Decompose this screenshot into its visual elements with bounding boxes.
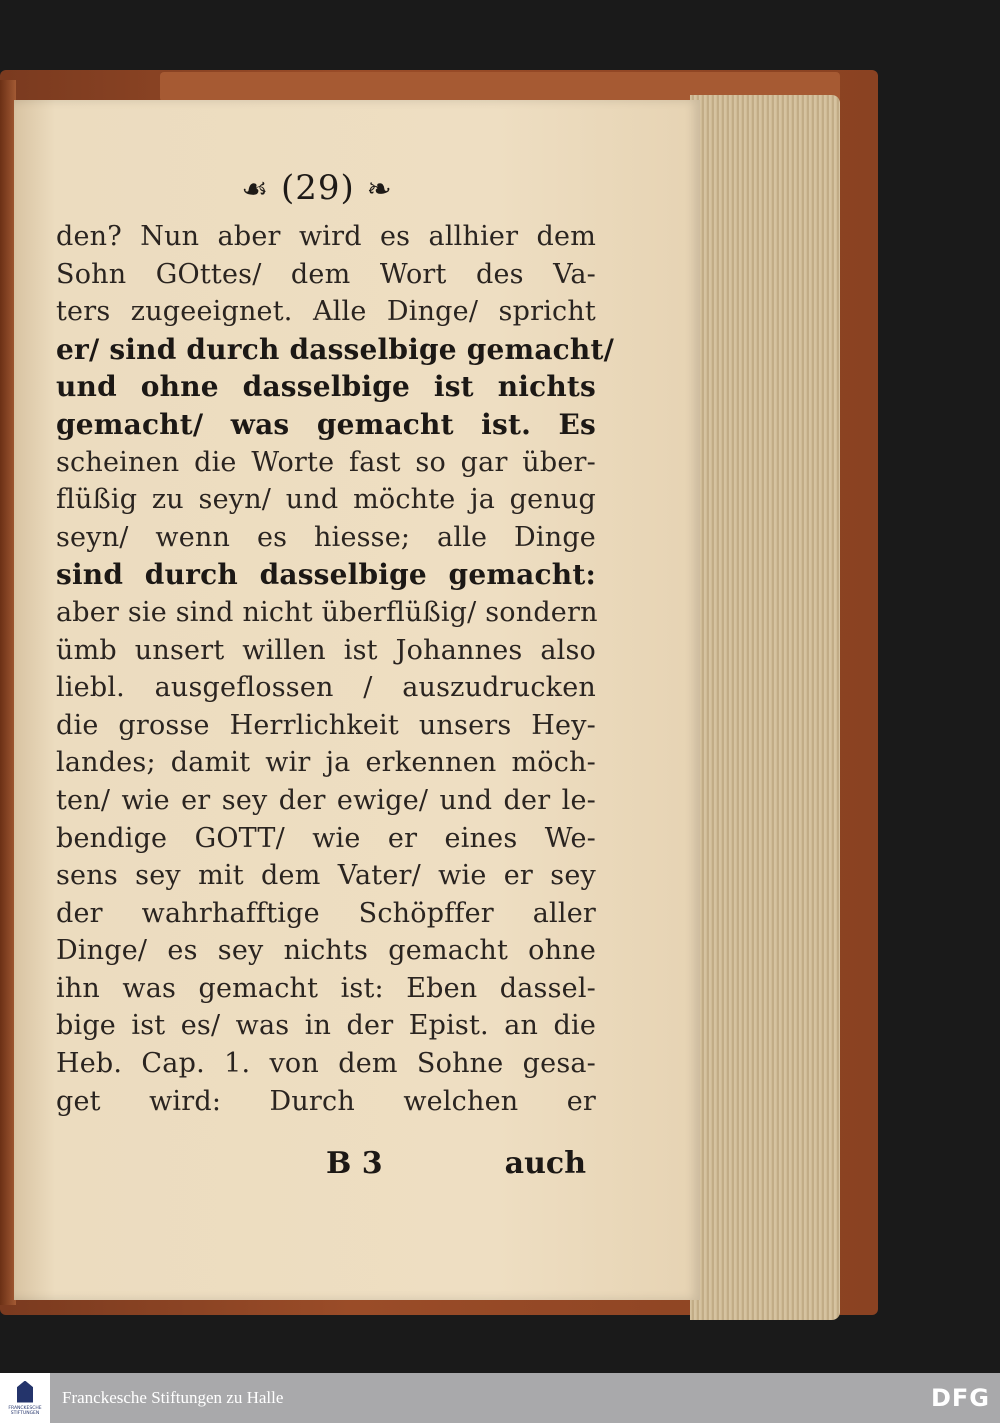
text-line: ihn was gemacht ist: Eben dassel- [56, 972, 596, 1004]
text-line: die grosse Herrlichkeit unsers Hey- [56, 709, 596, 741]
text-line: er/ sind durch dasselbige gemacht/ [56, 332, 615, 366]
text-line: bendige GOTT/ wie er eines We- [56, 822, 596, 854]
text-line: seyn/ wenn es hiesse; alle Dinge [56, 521, 596, 553]
text-line: gemacht/ was gemacht ist. Es [56, 407, 596, 441]
header-ornament-right: ❧ [366, 172, 393, 207]
text-line: und ohne dasselbige ist nichts [56, 370, 596, 404]
catchword: auch [504, 1146, 586, 1181]
institution-logo[interactable] [0, 1373, 50, 1423]
header-ornament-left: ☙ [241, 172, 270, 207]
text-line: Sohn GOttes/ dem Wort des Va- [56, 258, 596, 290]
text-line: ters zugeeignet. Alle Dinge/ spricht [56, 296, 596, 328]
page-footer [56, 1146, 596, 1186]
text-line: scheinen die Worte fast so gar über- [56, 446, 596, 478]
text-line: Dinge/ es sey nichts gemacht ohne [56, 935, 596, 967]
text-line: Heb. Cap. 1. von dem Sohne gesa- [56, 1048, 596, 1080]
page-header [0, 168, 660, 208]
building-icon [17, 1381, 33, 1403]
text-line: get wird: Durch welchen er [56, 1085, 596, 1117]
text-line: landes; damit wir ja erkennen möch- [56, 747, 596, 779]
signature-mark: B 3 [326, 1146, 383, 1181]
text-line: aber sie sind nicht überflüßig/ sondern [56, 596, 598, 628]
text-line: flüßig zu seyn/ und möchte ja genug [56, 484, 596, 516]
page-edges [690, 95, 840, 1320]
page-number: (29) [280, 168, 355, 208]
text-line: ten/ wie er sey der ewige/ und der le- [56, 784, 596, 816]
viewer-footer-bar [0, 1373, 1000, 1423]
text-line: liebl. ausgeflossen / auszudrucken [56, 672, 596, 704]
page-text [56, 218, 615, 1120]
book-page [14, 100, 700, 1300]
text-line: ümb unsert willen ist Johannes also [56, 634, 596, 666]
text-line: sind durch dasselbige gemacht: [56, 558, 596, 592]
text-line: den? Nun aber wird es allhier dem [56, 221, 596, 252]
logo-text: FRANCKESCHE STIFTUNGEN [8, 1405, 42, 1416]
text-line: sens sey mit dem Vater/ wie er sey [56, 860, 596, 892]
dfg-logo[interactable]: DFG [930, 1384, 990, 1412]
text-line: der wahrhafftige Schöpffer aller [56, 897, 596, 929]
text-line: bige ist es/ was in der Epist. an die [56, 1010, 596, 1042]
institution-name[interactable]: Franckesche Stiftungen zu Halle [62, 1388, 284, 1407]
